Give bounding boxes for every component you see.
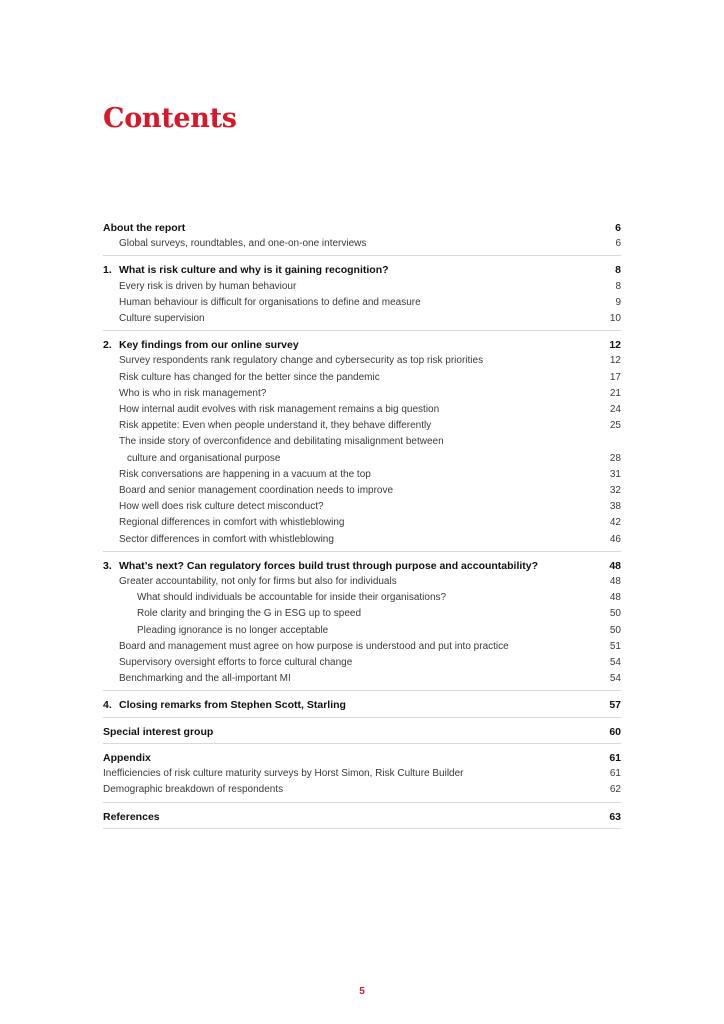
toc-heading[interactable] <box>103 220 621 236</box>
page-number: 5 <box>359 986 365 997</box>
table-of-contents <box>103 220 621 835</box>
toc-entry-label: Supervisory oversight efforts to force cultural change <box>119 657 353 669</box>
toc-entry-page-number: 32 <box>609 485 621 497</box>
toc-entry[interactable] <box>103 236 621 252</box>
toc-entry-page-number: 25 <box>609 420 621 432</box>
toc-heading-label <box>103 337 299 353</box>
section-page-number: 8 <box>615 264 621 277</box>
section-title: Appendix <box>103 751 151 764</box>
toc-heading-label <box>103 809 160 825</box>
toc-section <box>103 697 621 717</box>
toc-section <box>103 750 621 803</box>
toc-entry[interactable] <box>103 483 621 499</box>
toc-entry-page-number: 10 <box>609 313 621 325</box>
toc-entry[interactable] <box>103 467 621 483</box>
toc-entry-label: Survey respondents rank regulatory change and cybersecurity as top risk priorities <box>119 355 484 367</box>
toc-entry-page-number: 24 <box>609 404 621 416</box>
section-title: What is risk culture and why is it gaining recognition? <box>119 264 389 277</box>
toc-heading[interactable] <box>103 337 621 353</box>
section-title: Special interest group <box>103 725 214 738</box>
toc-entry-page-number: 54 <box>609 657 621 669</box>
section-page-number: 6 <box>615 222 621 234</box>
toc-entry[interactable] <box>103 639 621 655</box>
toc-entry[interactable] <box>103 782 621 798</box>
toc-entry[interactable] <box>103 574 621 590</box>
toc-entry[interactable] <box>103 353 621 369</box>
section-title: Closing remarks from Stephen Scott, Starling <box>119 699 346 712</box>
toc-entry-page-number: 21 <box>609 387 621 399</box>
section-title: What’s next? Can regulatory forces build trust through purpose and accountability? <box>119 559 539 572</box>
toc-entry-label: Board and senior management coordination needs to improve <box>119 485 394 497</box>
toc-entry[interactable] <box>103 515 621 531</box>
toc-entry-label: The inside story of overconfidence and debilitating misalignment between <box>119 436 444 448</box>
toc-entry-label: Inefficiencies of risk culture maturity surveys by Horst Simon, Risk Culture Builder <box>103 768 464 780</box>
toc-heading[interactable] <box>103 809 621 825</box>
toc-entry[interactable] <box>103 766 621 782</box>
toc-entry-page-number: 48 <box>609 592 621 604</box>
toc-entry-label: Role clarity and bringing the G in ESG up to speed <box>137 608 362 620</box>
section-title: References <box>103 810 160 823</box>
section-title: About the report <box>103 222 186 234</box>
section-number: 4. <box>103 699 112 712</box>
toc-entry-label: Regional differences in comfort with whistleblowing <box>119 517 345 529</box>
toc-entry-page-number: 17 <box>609 371 621 383</box>
toc-entry-page-number: 28 <box>609 452 621 464</box>
toc-entry[interactable] <box>103 532 621 548</box>
toc-heading[interactable] <box>103 558 621 574</box>
section-number: 2. <box>103 339 112 352</box>
toc-entry-page-number: 12 <box>609 355 621 367</box>
toc-heading-label <box>103 750 151 766</box>
toc-section <box>103 262 621 331</box>
toc-entry[interactable] <box>103 434 621 450</box>
toc-entry-page-number: 31 <box>609 468 621 480</box>
toc-entry-label: Global surveys, roundtables, and one-on-one interviews <box>119 238 367 250</box>
toc-entry-page-number: 50 <box>609 608 621 620</box>
toc-entry-label: Human behaviour is difficult for organisations to define and measure <box>119 296 421 308</box>
toc-entry[interactable] <box>103 370 621 386</box>
toc-entry-label: Sector differences in comfort with whistleblowing <box>119 533 334 545</box>
toc-entry-page-number: 8 <box>615 280 621 292</box>
toc-section <box>103 558 621 692</box>
toc-entry[interactable] <box>103 386 621 402</box>
toc-entry-page-number: 50 <box>609 624 621 636</box>
page-title: Contents <box>103 103 237 134</box>
toc-entry-label: Culture supervision <box>119 313 205 325</box>
toc-entry-label: culture and organisational purpose <box>127 452 281 464</box>
toc-entry-page-number: 61 <box>609 768 621 780</box>
toc-heading[interactable] <box>103 697 621 713</box>
toc-heading[interactable] <box>103 724 621 740</box>
toc-heading[interactable] <box>103 750 621 766</box>
toc-entry-label: How internal audit evolves with risk management remains a big question <box>119 404 440 416</box>
toc-entry-label: Risk culture has changed for the better since the pandemic <box>119 371 380 383</box>
toc-entry[interactable] <box>103 451 621 467</box>
toc-entry[interactable] <box>103 402 621 418</box>
toc-entry[interactable] <box>103 499 621 515</box>
section-page-number: 48 <box>609 559 621 572</box>
toc-heading[interactable] <box>103 262 621 278</box>
toc-section <box>103 724 621 744</box>
toc-entry-label: How well does risk culture detect misconduct? <box>119 501 324 513</box>
toc-entry[interactable] <box>103 655 621 671</box>
toc-heading-label <box>103 262 389 278</box>
section-title: Key findings from our online survey <box>119 339 299 352</box>
toc-entry-page-number: 54 <box>609 673 621 685</box>
toc-entry-page-number: 42 <box>609 517 621 529</box>
toc-entry-label: Demographic breakdown of respondents <box>103 784 284 796</box>
section-page-number: 57 <box>609 699 621 712</box>
toc-entry-page-number: 48 <box>609 576 621 588</box>
toc-entry[interactable] <box>103 279 621 295</box>
toc-entry-label: Risk conversations are happening in a vacuum at the top <box>119 468 371 480</box>
toc-entry-page-number: 38 <box>609 501 621 513</box>
section-page-number: 12 <box>609 339 621 352</box>
toc-entry-label: What should individuals be accountable for inside their organisations? <box>137 592 447 604</box>
toc-entry-label: Greater accountability, not only for firms but also for individuals <box>119 576 397 588</box>
toc-entry[interactable] <box>103 418 621 434</box>
toc-entry-page-number: 62 <box>609 784 621 796</box>
toc-section <box>103 809 621 829</box>
toc-entry[interactable] <box>103 590 621 606</box>
section-number: 1. <box>103 264 112 277</box>
toc-entry-page-number: 46 <box>609 533 621 545</box>
toc-entry-label: Who is who in risk management? <box>119 387 267 399</box>
toc-entry[interactable] <box>103 671 621 687</box>
toc-entry-page-number: 51 <box>609 640 621 652</box>
toc-heading-label <box>103 697 346 713</box>
toc-entry-page-number: 6 <box>615 238 621 250</box>
toc-entry-label: Every risk is driven by human behaviour <box>119 280 297 292</box>
toc-section <box>103 337 621 552</box>
section-number: 3. <box>103 559 112 572</box>
toc-entry[interactable] <box>103 623 621 639</box>
toc-entry[interactable] <box>103 295 621 311</box>
toc-heading-label <box>103 558 538 574</box>
section-page-number: 63 <box>609 810 621 823</box>
toc-entry-label: Risk appetite: Even when people understand it, they behave differently <box>119 420 432 432</box>
toc-entry-label: Benchmarking and the all-important MI <box>119 673 291 685</box>
toc-entry-label: Board and management must agree on how purpose is understood and put into practice <box>119 640 509 652</box>
toc-heading-label <box>103 724 213 740</box>
section-page-number: 60 <box>609 725 621 738</box>
toc-entry[interactable] <box>103 606 621 622</box>
toc-entry[interactable] <box>103 311 621 327</box>
toc-section <box>103 220 621 256</box>
toc-heading-label <box>103 220 185 236</box>
toc-entry-page-number: 9 <box>615 296 621 308</box>
section-page-number: 61 <box>609 751 621 764</box>
toc-entry-label: Pleading ignorance is no longer acceptable <box>137 624 329 636</box>
